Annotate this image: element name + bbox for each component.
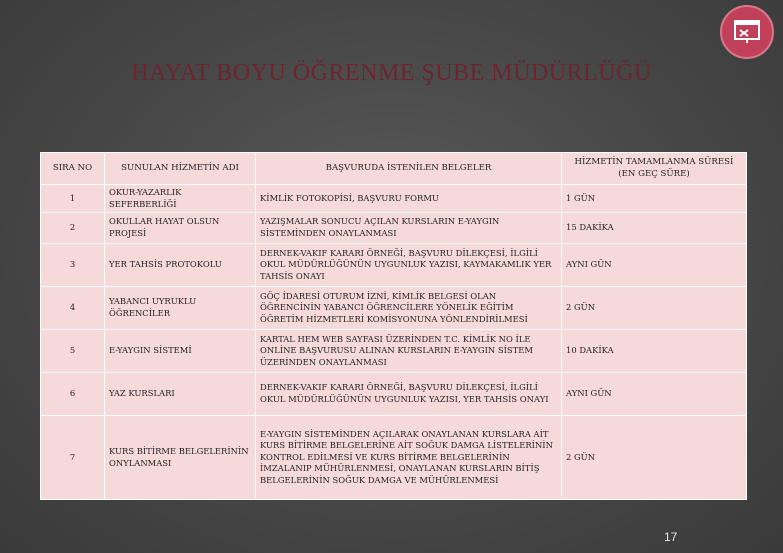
row-duration: 2 GÜN (562, 287, 747, 330)
slide-title: HAYAT BOYU ÖĞRENME ŞUBE MÜDÜRLÜĞÜ (131, 60, 652, 86)
row-service: OKULLAR HAYAT OLSUN PROJESİ (105, 213, 256, 244)
table-row (41, 185, 747, 213)
row-service: YAZ KURSLARI (105, 373, 256, 416)
row-documents: DERNEK-VAKIF KARARI ÖRNEĞİ, BAŞVURU DİLEKÇESİ, İLGİLİ OKUL MÜDÜRLÜĞÜNÜN UYGUNLUK YAZISI, KAYMAKAMLIK YER TAHSİS ONAYI (256, 244, 562, 287)
presentation-slide-icon (734, 20, 760, 44)
row-duration: AYNI GÜN (562, 244, 747, 287)
header-documents: BAŞVURUDA İSTENİLEN BELGELER (256, 153, 562, 185)
header-service-name: SUNULAN HİZMETİN ADI (105, 153, 256, 185)
row-documents: E-YAYGIN SİSTEMİNDEN AÇILARAK ONAYLANAN KURSLARA AİT KURS BİTİRME BELGELERİNE AİT SOĞUK DAMGA LİSTELERİNİN KONTROL EDİLMESİ VE KURS BİTİRME BELGELERİNİN İMZALANIP MÜHÜRLENMESİ, ONAYLANAN KURSLARIN BİTİŞ BELGELERİNİN SOĞUK DAMGA VE MÜHÜRLENMESİ (256, 416, 562, 500)
header-duration: HİZMETİN TAMAMLANMA SÜRESİ (EN GEÇ SÜRE) (562, 153, 747, 185)
row-number: 7 (41, 416, 105, 500)
row-service: E-YAYGIN SİSTEMİ (105, 330, 256, 373)
row-service: KURS BİTİRME BELGELERİNİN ONYLANMASI (105, 416, 256, 500)
row-number: 2 (41, 213, 105, 244)
row-documents: KİMLİK FOTOKOPİSİ, BAŞVURU FORMU (256, 185, 562, 213)
row-service: OKUR-YAZARLIK SEFERBERLİĞİ (105, 185, 256, 213)
row-duration: 10 DAKİKA (562, 330, 747, 373)
table-row (41, 373, 747, 416)
row-documents: DERNEK-VAKIF KARARI ÖRNEĞİ, BAŞVURU DİLEKÇESİ, İLGİLİ OKUL MÜDÜRLÜĞÜNÜN UYGUNLUK YAZISI, YER TAHSİS ONAYI (256, 373, 562, 416)
services-table (40, 152, 747, 500)
row-documents: GÖÇ İDARESİ OTURUM İZNİ, KİMLİK BELGESİ OLAN ÖĞRENCİNİN YABANCI ÖĞRENCİLERE YÖNELİK EĞİTİM ÖĞRETİM HİZMETLERİ KOMİSYONUNA YÖNLENDİRİLMESİ (256, 287, 562, 330)
row-number: 6 (41, 373, 105, 416)
page-number: 17 (664, 530, 678, 544)
header-sira-no: SIRA NO (41, 153, 105, 185)
table-row (41, 244, 747, 287)
row-documents: YAZIŞMALAR SONUCU AÇILAN KURSLARIN E-YAYGIN SİSTEMİNDEN ONAYLANMASI (256, 213, 562, 244)
table-row (41, 330, 747, 373)
row-documents: KARTAL HEM WEB SAYFASI ÜZERİNDEN T.C. KİMLİK NO İLE ONLİNE BAŞVURUSU ALINAN KURSLARIN E-YAYGIN SİSTEM ÜZERİNDEN ONAYLANMASI (256, 330, 562, 373)
row-number: 3 (41, 244, 105, 287)
row-duration: 15 DAKİKA (562, 213, 747, 244)
table-row (41, 287, 747, 330)
slide-logo (720, 5, 774, 59)
table-header-row (41, 153, 747, 185)
table-row (41, 213, 747, 244)
row-service: YABANCI UYRUKLU ÖĞRENCİLER (105, 287, 256, 330)
table-row (41, 416, 747, 500)
row-duration: AYNI GÜN (562, 373, 747, 416)
row-number: 5 (41, 330, 105, 373)
row-service: YER TAHSİS PROTOKOLU (105, 244, 256, 287)
row-duration: 2 GÜN (562, 416, 747, 500)
row-number: 4 (41, 287, 105, 330)
row-duration: 1 GÜN (562, 185, 747, 213)
row-number: 1 (41, 185, 105, 213)
